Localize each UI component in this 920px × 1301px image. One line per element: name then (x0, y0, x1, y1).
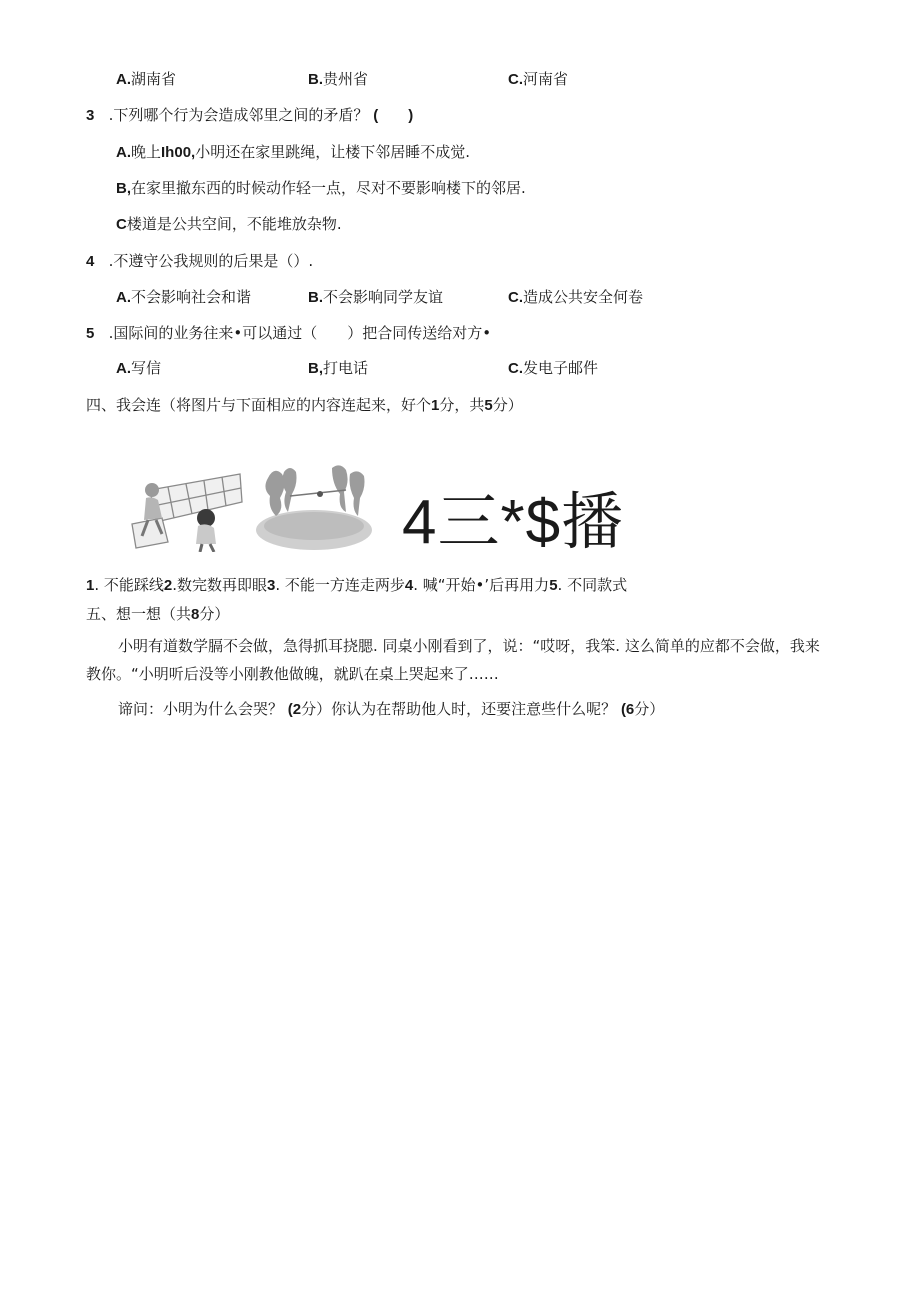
section4-items: 1. 不能踩线2.数完数再即眼3. 不能一方连走两步4. 喊“开始•’后再用力5. 不同款式 (86, 576, 628, 594)
section5-paragraph-line2: 教你。“小明听后没等小刚教他做魄，就趴在桌上哭起来了…… (86, 665, 499, 683)
section5-title: 五、想一想（共8分） (86, 605, 230, 623)
q4-stem: 4 .不遵守公我规则的后果是（）. (86, 252, 314, 270)
section5-question: 谛问：小明为什么会哭？ (2分）你认为在帮助他人时，还要注意些什么呢？ (6分） (118, 700, 665, 718)
q4-option-c: C.造成公共安全何卷 (508, 288, 644, 306)
q2-option-c: C.河南省 (508, 70, 569, 88)
hopscotch-illustration (122, 462, 246, 552)
q3-option-a: A.晚上Ih00,小明还在家里跳绳，让楼下邻居睡不成觉. (116, 143, 470, 161)
q5-option-b: B,打电话 (308, 359, 369, 377)
tug-of-war-illustration (254, 458, 374, 552)
q2-option-a: A.湖南省 (116, 70, 177, 88)
q3-option-b: B,在家里撤东西的时候动作轻一点，尽对不要影响楼下的邻居. (116, 179, 526, 197)
q5-option-c: C.发电子邮件 (508, 359, 599, 377)
q5-option-a: A.写信 (116, 359, 162, 377)
q5-stem: 5 .国际间的业务往来•可以通过（ ）把合同传送给对方• (86, 324, 492, 342)
section5-paragraph-line1: 小明有道数学膈不会做，急得抓耳挠腮. 同桌小刚看到了，说：“哎呀，我笨. 这么简单的应都不会做，我来 (118, 637, 820, 655)
q4-option-a: A.不会影响社会和谐 (116, 288, 252, 306)
q3-option-c: C楼道是公共空间，不能堆放杂物. (116, 215, 342, 233)
q4-option-b: B.不会影响同学友谊 (308, 288, 444, 306)
q3-stem: 3 .下列哪个行为会造成邻里之间的矛盾？ ( ) (86, 106, 414, 124)
section4-title: 四、我会连（将图片与下面相应的内容连起来，好个1分，共5分） (86, 396, 523, 414)
q2-option-b: B.贵州省 (308, 70, 369, 88)
garbled-glyphs: 4三*$播 (402, 488, 625, 557)
